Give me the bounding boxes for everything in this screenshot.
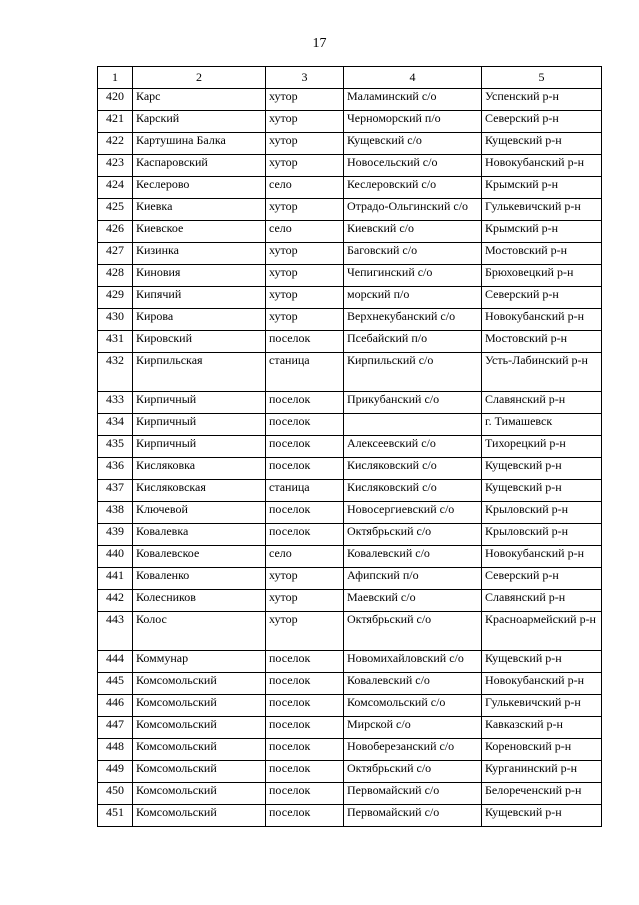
row-number: 441 bbox=[98, 568, 133, 590]
settlement-type: поселок bbox=[266, 414, 344, 436]
table-row bbox=[98, 761, 602, 783]
table-row bbox=[98, 133, 602, 155]
settlement-name: Киновия bbox=[133, 265, 266, 287]
table-body bbox=[98, 89, 602, 827]
row-number: 446 bbox=[98, 695, 133, 717]
district-name: Северский р-н bbox=[482, 287, 602, 309]
row-number: 451 bbox=[98, 805, 133, 827]
settlement-name: Ключевой bbox=[133, 502, 266, 524]
settlement-type: хутор bbox=[266, 612, 344, 651]
row-number: 431 bbox=[98, 331, 133, 353]
administrative-unit: Новосергиевский с/о bbox=[344, 502, 482, 524]
settlement-type: поселок bbox=[266, 392, 344, 414]
settlement-type: хутор bbox=[266, 590, 344, 612]
table-row bbox=[98, 309, 602, 331]
row-number: 430 bbox=[98, 309, 133, 331]
settlement-type: хутор bbox=[266, 568, 344, 590]
settlement-name: Кирпичный bbox=[133, 392, 266, 414]
table-row bbox=[98, 590, 602, 612]
table-row bbox=[98, 502, 602, 524]
settlement-type: поселок bbox=[266, 331, 344, 353]
administrative-unit: Киевский с/о bbox=[344, 221, 482, 243]
district-name: Северский р-н bbox=[482, 568, 602, 590]
settlement-name: Комсомольский bbox=[133, 805, 266, 827]
settlement-type: поселок bbox=[266, 673, 344, 695]
table-row bbox=[98, 265, 602, 287]
settlement-name: Картушина Балка bbox=[133, 133, 266, 155]
administrative-unit: Кирпильский с/о bbox=[344, 353, 482, 392]
table-row bbox=[98, 331, 602, 353]
district-name: Курганинский р-н bbox=[482, 761, 602, 783]
district-name: Тихорецкий р-н bbox=[482, 436, 602, 458]
row-number: 425 bbox=[98, 199, 133, 221]
district-name: Гулькевичский р-н bbox=[482, 199, 602, 221]
administrative-unit: Баговский с/о bbox=[344, 243, 482, 265]
district-name: Славянский р-н bbox=[482, 392, 602, 414]
administrative-unit: Кисляковский с/о bbox=[344, 480, 482, 502]
table-row bbox=[98, 111, 602, 133]
page-number: 17 bbox=[312, 36, 327, 51]
row-number: 444 bbox=[98, 651, 133, 673]
administrative-unit: Октябрьский с/о bbox=[344, 524, 482, 546]
district-name: г. Тимашевск bbox=[482, 414, 602, 436]
settlement-type: поселок bbox=[266, 502, 344, 524]
row-number: 448 bbox=[98, 739, 133, 761]
settlement-name: Колос bbox=[133, 612, 266, 651]
administrative-unit: Ковалевский с/о bbox=[344, 673, 482, 695]
settlement-type: поселок bbox=[266, 458, 344, 480]
administrative-unit: Прикубанский с/о bbox=[344, 392, 482, 414]
table-row bbox=[98, 783, 602, 805]
settlement-type: хутор bbox=[266, 199, 344, 221]
district-name: Новокубанский р-н bbox=[482, 155, 602, 177]
settlement-type: село bbox=[266, 177, 344, 199]
row-number: 442 bbox=[98, 590, 133, 612]
administrative-unit: Псебайский п/о bbox=[344, 331, 482, 353]
administrative-unit: Чепигинский с/о bbox=[344, 265, 482, 287]
row-number: 436 bbox=[98, 458, 133, 480]
administrative-unit: Кисляковский с/о bbox=[344, 458, 482, 480]
settlement-name: Кизинка bbox=[133, 243, 266, 265]
administrative-unit: Мирской с/о bbox=[344, 717, 482, 739]
settlement-type: поселок bbox=[266, 436, 344, 458]
table-row bbox=[98, 199, 602, 221]
settlement-name: Колесников bbox=[133, 590, 266, 612]
administrative-unit: Маламинский с/о bbox=[344, 89, 482, 111]
row-number: 427 bbox=[98, 243, 133, 265]
row-number: 424 bbox=[98, 177, 133, 199]
table-row bbox=[98, 717, 602, 739]
settlement-type: поселок bbox=[266, 805, 344, 827]
table-row bbox=[98, 651, 602, 673]
district-name: Крымский р-н bbox=[482, 177, 602, 199]
column-header: 3 bbox=[266, 67, 344, 89]
table-row bbox=[98, 221, 602, 243]
administrative-unit: Отрадо-Ольгинский с/о bbox=[344, 199, 482, 221]
settlement-type: поселок bbox=[266, 739, 344, 761]
settlement-type: станица bbox=[266, 353, 344, 392]
settlement-name: Ковалевка bbox=[133, 524, 266, 546]
administrative-unit bbox=[344, 414, 482, 436]
settlement-name: Каспаровский bbox=[133, 155, 266, 177]
table-row bbox=[98, 177, 602, 199]
settlement-name: Коммунар bbox=[133, 651, 266, 673]
row-number: 439 bbox=[98, 524, 133, 546]
district-name: Крымский р-н bbox=[482, 221, 602, 243]
district-name: Кущевский р-н bbox=[482, 805, 602, 827]
row-number: 449 bbox=[98, 761, 133, 783]
district-name: Крыловский р-н bbox=[482, 502, 602, 524]
row-number: 437 bbox=[98, 480, 133, 502]
table-row bbox=[98, 287, 602, 309]
settlement-name: Комсомольский bbox=[133, 717, 266, 739]
district-name: Новокубанский р-н bbox=[482, 309, 602, 331]
row-number: 445 bbox=[98, 673, 133, 695]
row-number: 422 bbox=[98, 133, 133, 155]
administrative-unit: Черноморский п/о bbox=[344, 111, 482, 133]
administrative-unit: Комсомольский с/о bbox=[344, 695, 482, 717]
settlement-type: хутор bbox=[266, 111, 344, 133]
settlement-type: хутор bbox=[266, 287, 344, 309]
table-row bbox=[98, 524, 602, 546]
settlement-name: Киевка bbox=[133, 199, 266, 221]
table-row bbox=[98, 612, 602, 651]
administrative-unit: Кущевский с/о bbox=[344, 133, 482, 155]
district-name: Крыловский р-н bbox=[482, 524, 602, 546]
column-header: 2 bbox=[133, 67, 266, 89]
district-name: Мостовский р-н bbox=[482, 243, 602, 265]
row-number: 450 bbox=[98, 783, 133, 805]
settlement-name: Карс bbox=[133, 89, 266, 111]
table-row bbox=[98, 155, 602, 177]
table-row bbox=[98, 353, 602, 392]
settlement-name: Кирпильская bbox=[133, 353, 266, 392]
row-number: 434 bbox=[98, 414, 133, 436]
administrative-unit: Октябрьский с/о bbox=[344, 761, 482, 783]
settlement-name: Кисляковская bbox=[133, 480, 266, 502]
table-row bbox=[98, 673, 602, 695]
settlement-name: Комсомольский bbox=[133, 673, 266, 695]
district-name: Новокубанский р-н bbox=[482, 546, 602, 568]
column-header: 4 bbox=[344, 67, 482, 89]
settlement-name: Кирпичный bbox=[133, 436, 266, 458]
administrative-unit: Кеслеровский с/о bbox=[344, 177, 482, 199]
settlement-name: Комсомольский bbox=[133, 761, 266, 783]
table-row bbox=[98, 546, 602, 568]
district-name: Брюховецкий р-н bbox=[482, 265, 602, 287]
settlement-name: Кисляковка bbox=[133, 458, 266, 480]
settlement-type: поселок bbox=[266, 651, 344, 673]
settlement-type: село bbox=[266, 221, 344, 243]
row-number: 433 bbox=[98, 392, 133, 414]
settlement-name: Кирпичный bbox=[133, 414, 266, 436]
settlement-name: Кировский bbox=[133, 331, 266, 353]
administrative-unit: Верхнекубанский с/о bbox=[344, 309, 482, 331]
row-number: 421 bbox=[98, 111, 133, 133]
administrative-unit: Новосельский с/о bbox=[344, 155, 482, 177]
district-name: Славянский р-н bbox=[482, 590, 602, 612]
settlement-type: станица bbox=[266, 480, 344, 502]
table-row bbox=[98, 805, 602, 827]
administrative-unit: Ковалевский с/о bbox=[344, 546, 482, 568]
settlement-name: Комсомольский bbox=[133, 695, 266, 717]
row-number: 435 bbox=[98, 436, 133, 458]
row-number: 438 bbox=[98, 502, 133, 524]
row-number: 429 bbox=[98, 287, 133, 309]
settlement-type: хутор bbox=[266, 155, 344, 177]
settlement-type: поселок bbox=[266, 717, 344, 739]
administrative-unit: Маевский с/о bbox=[344, 590, 482, 612]
table-row bbox=[98, 392, 602, 414]
table-row bbox=[98, 695, 602, 717]
settlement-type: село bbox=[266, 546, 344, 568]
row-number: 423 bbox=[98, 155, 133, 177]
district-name: Кущевский р-н bbox=[482, 480, 602, 502]
district-name: Кущевский р-н bbox=[482, 458, 602, 480]
administrative-unit: Первомайский с/о bbox=[344, 783, 482, 805]
settlement-type: хутор bbox=[266, 309, 344, 331]
settlement-type: хутор bbox=[266, 89, 344, 111]
settlement-type: хутор bbox=[266, 133, 344, 155]
table-header-row bbox=[98, 67, 602, 89]
table-row bbox=[98, 89, 602, 111]
settlement-name: Кипячий bbox=[133, 287, 266, 309]
column-header: 5 bbox=[482, 67, 602, 89]
settlements-table bbox=[97, 66, 602, 827]
settlement-type: поселок bbox=[266, 524, 344, 546]
district-name: Кущевский р-н bbox=[482, 651, 602, 673]
district-name: Новокубанский р-н bbox=[482, 673, 602, 695]
row-number: 447 bbox=[98, 717, 133, 739]
table-row bbox=[98, 568, 602, 590]
row-number: 428 bbox=[98, 265, 133, 287]
district-name: Красноармейский р-н bbox=[482, 612, 602, 651]
row-number: 440 bbox=[98, 546, 133, 568]
administrative-unit: Октябрьский с/о bbox=[344, 612, 482, 651]
district-name: Усть-Лабинский р-н bbox=[482, 353, 602, 392]
district-name: Гулькевичский р-н bbox=[482, 695, 602, 717]
settlement-name: Коваленко bbox=[133, 568, 266, 590]
district-name: Кореновский р-н bbox=[482, 739, 602, 761]
district-name: Северский р-н bbox=[482, 111, 602, 133]
settlement-name: Кирова bbox=[133, 309, 266, 331]
table-row bbox=[98, 414, 602, 436]
table-row bbox=[98, 436, 602, 458]
administrative-unit: Афипский п/о bbox=[344, 568, 482, 590]
settlement-name: Карский bbox=[133, 111, 266, 133]
district-name: Белореченский р-н bbox=[482, 783, 602, 805]
settlement-name: Кеслерово bbox=[133, 177, 266, 199]
row-number: 426 bbox=[98, 221, 133, 243]
settlement-name: Киевское bbox=[133, 221, 266, 243]
settlement-type: поселок bbox=[266, 783, 344, 805]
table-row bbox=[98, 739, 602, 761]
settlement-name: Ковалевское bbox=[133, 546, 266, 568]
district-name: Кавказский р-н bbox=[482, 717, 602, 739]
row-number: 443 bbox=[98, 612, 133, 651]
settlement-type: поселок bbox=[266, 761, 344, 783]
settlement-name: Комсомольский bbox=[133, 739, 266, 761]
administrative-unit: морский п/о bbox=[344, 287, 482, 309]
table-row bbox=[98, 480, 602, 502]
administrative-unit: Новоберезанский с/о bbox=[344, 739, 482, 761]
table-row bbox=[98, 243, 602, 265]
settlement-type: хутор bbox=[266, 265, 344, 287]
administrative-unit: Новомихайловский с/о bbox=[344, 651, 482, 673]
column-header: 1 bbox=[98, 67, 133, 89]
settlement-type: хутор bbox=[266, 243, 344, 265]
administrative-unit: Алексеевский с/о bbox=[344, 436, 482, 458]
settlement-name: Комсомольский bbox=[133, 783, 266, 805]
row-number: 432 bbox=[98, 353, 133, 392]
table-row bbox=[98, 458, 602, 480]
administrative-unit: Первомайский с/о bbox=[344, 805, 482, 827]
district-name: Успенский р-н bbox=[482, 89, 602, 111]
row-number: 420 bbox=[98, 89, 133, 111]
district-name: Мостовский р-н bbox=[482, 331, 602, 353]
settlement-type: поселок bbox=[266, 695, 344, 717]
district-name: Кущевский р-н bbox=[482, 133, 602, 155]
